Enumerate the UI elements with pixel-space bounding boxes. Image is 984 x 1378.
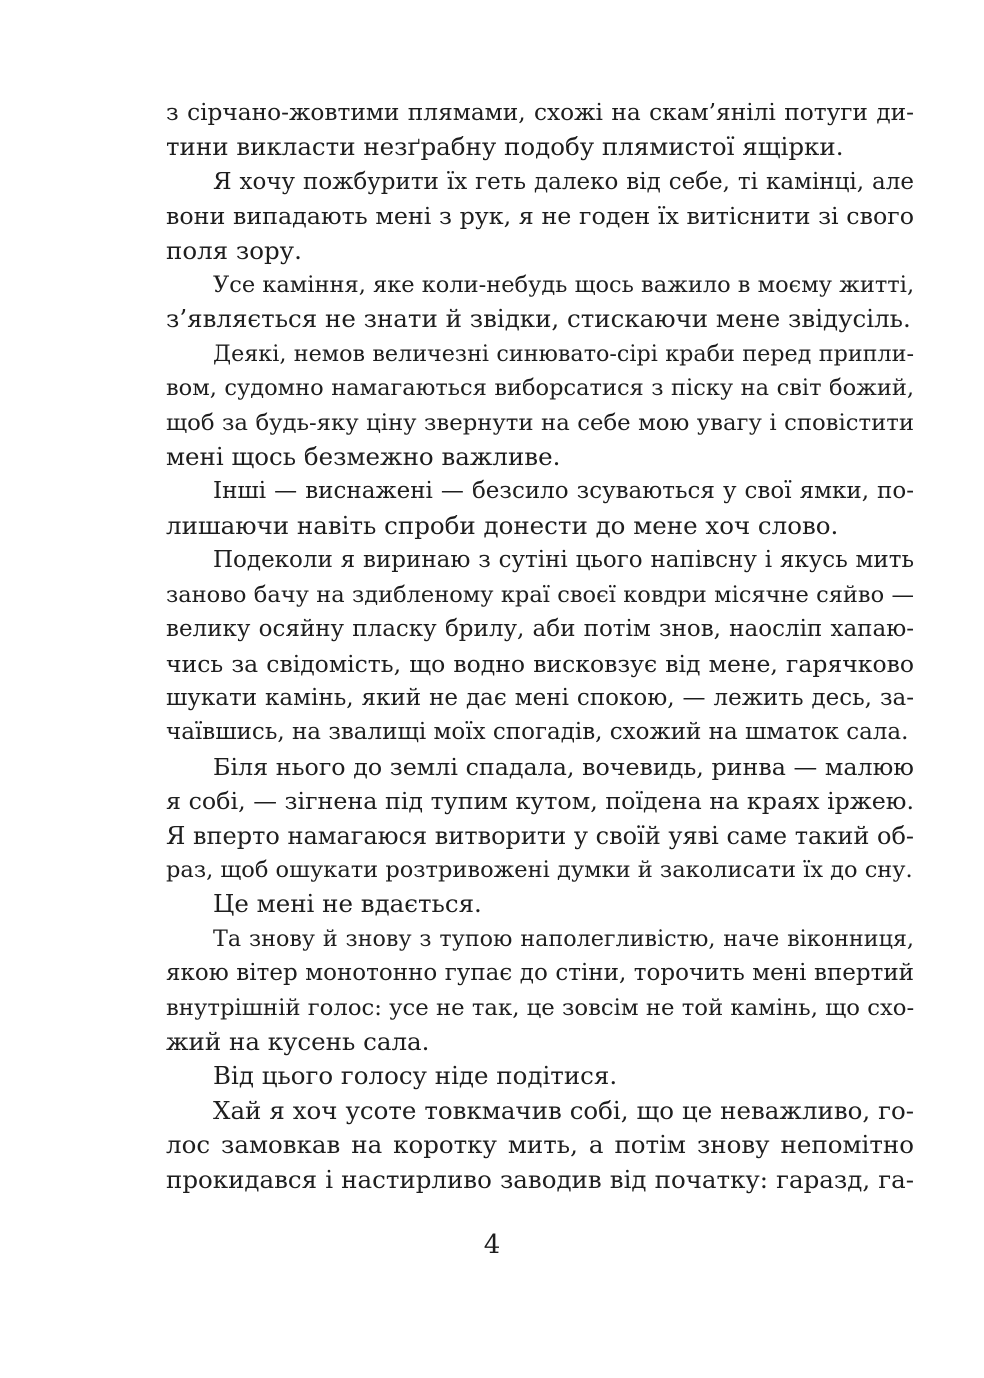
text-line: шукати камінь, який не дає мені спокою, — лежить десь, за- [166, 684, 914, 711]
text-line: якою вітер монотонно гупає до стіни, торочить мені впертий [166, 960, 914, 987]
text-line: тини викласти незґрабну подобу плямистої ящірки. [166, 132, 844, 162]
page-number: 4 [483, 1230, 501, 1260]
text-line: прокидався і настирливо заводив від початку: гаразд, га- [166, 1164, 914, 1194]
text-line: Подеколи я виринаю з сутіні цього напівсну і якусь мить [213, 547, 914, 574]
text-line: лос замовкав на коротку мить, а потім знову непомітно [166, 1130, 914, 1160]
text-line: Від цього голосу ніде подітися. [213, 1061, 618, 1091]
text-line: чись за свідомість, що водно висковзує від мене, гарячково [166, 649, 914, 678]
text-line: внутрішній голос: усе не так, це зовсім не той камінь, що схо- [166, 994, 915, 1021]
text-line: лишаючи навіть спроби донести до мене хоч слово. [166, 510, 839, 540]
text-line: поля зору. [166, 235, 302, 265]
text-line: щоб за будь-яку ціну звернути на себе мою увагу і сповістити [166, 409, 914, 436]
text-line: Інші — виснажені — безсило зсуваються у свої ямки, по- [213, 478, 914, 505]
text-line: Та знову й знову з тупою наполегливістю, наче віконниця, [213, 925, 914, 952]
text-line: Хай я хоч усоте товкмачив собі, що це неважливо, го- [213, 1095, 914, 1125]
text-line: я собі, — зігнена під тупим кутом, поїдена на краях іржею. [166, 787, 914, 816]
text-line: велику осяйну пласку брилу, аби потім знов, наосліп хапаю- [166, 616, 914, 643]
text-line: мені щось безмежно важливе. [166, 442, 561, 472]
text-line: вони випадають мені з рук, я не годен їх витіснити зі свого [166, 202, 914, 231]
text-line: Деякі, немов величезні синювато-сірі краби перед припли- [213, 340, 914, 367]
text-line: чаївшись, на звалищі моїх спогадів, схожий на шматок сала. [166, 719, 909, 746]
text-line: Це мені не вдається. [213, 889, 482, 919]
text-line: жий на кусень сала. [166, 1026, 430, 1056]
text-line: Біля нього до землі спадала, вочевидь, ринва — малюю [213, 752, 914, 781]
text-line: Я вперто намагаюся витворити у своїй уяві саме такий об- [166, 821, 914, 850]
text-line: заново бачу на здибленому краї своєї ковдри місячне сяйво — [166, 581, 914, 608]
text-line: з’являється не знати й звідки, стискаючи мене звідусіль. [166, 304, 911, 334]
text-line: Усе каміння, яке коли-небудь щось важило в моєму житті, [213, 272, 915, 299]
body-text [166, 96, 914, 1197]
text-line: Я хочу пожбурити їх геть далеко від себе, ті камінці, але [213, 168, 914, 195]
text-line: з сірчано-жовтими плямами, схожі на скам’янілі потуги ди- [166, 99, 914, 126]
text-line: раз, щоб ошукати розтривожені думки й заколисати їх до сну. [166, 856, 913, 883]
text-line: вом, судомно намагаються виборсатися з піску на світ божий, [166, 375, 914, 402]
